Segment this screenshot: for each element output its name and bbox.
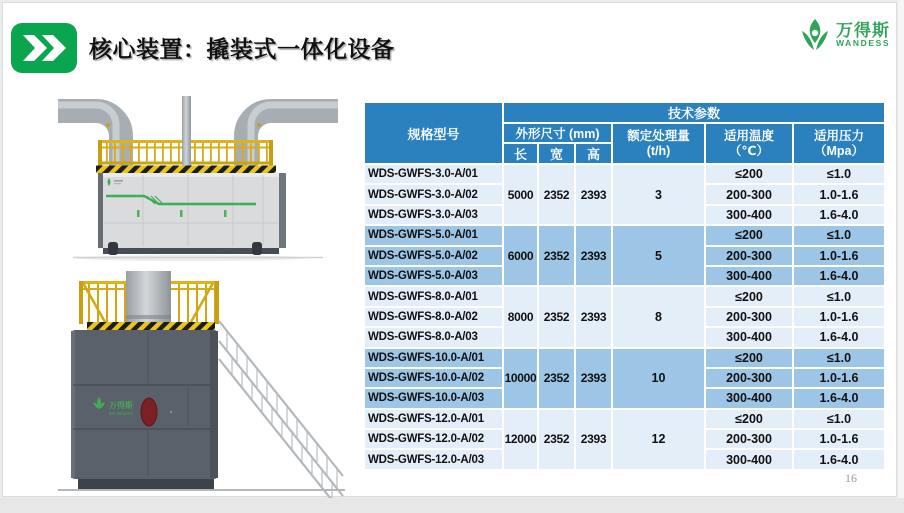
temp-cell: 200-300 xyxy=(705,429,793,449)
pressure-cell: 1.6-4.0 xyxy=(793,449,885,469)
header-temp-line2: （℃） xyxy=(728,143,770,158)
header-temp-line1: 适用温度 xyxy=(723,129,774,144)
capacity-cell: 8 xyxy=(612,286,705,347)
brand-name-cn: 万得斯 xyxy=(836,20,890,40)
pressure-cell: 1.6-4.0 xyxy=(793,388,885,408)
temp-cell: 200-300 xyxy=(705,307,793,327)
header-model: 规格型号 xyxy=(364,102,503,164)
width-cell: 2352 xyxy=(538,164,575,225)
capacity-cell: 10 xyxy=(612,348,705,409)
pressure-cell: 1.0-1.6 xyxy=(793,184,885,204)
header-temperature xyxy=(705,123,793,164)
page-title: 核心装置：撬装式一体化设备 xyxy=(89,36,395,62)
length-cell: 12000 xyxy=(503,409,538,470)
temp-cell: 200-300 xyxy=(705,184,793,204)
pressure-cell: 1.6-4.0 xyxy=(793,327,885,347)
temp-cell: 200-300 xyxy=(705,368,793,388)
brand-name-en: WANDESS xyxy=(836,38,891,49)
temp-cell: ≤200 xyxy=(705,164,793,184)
height-cell: 2393 xyxy=(575,225,612,286)
model-cell: WDS-GWFS-12.0-A/03 xyxy=(364,449,503,469)
table-row xyxy=(364,164,885,184)
header-pressure-line2: （Mpa） xyxy=(814,143,865,158)
model-cell: WDS-GWFS-8.0-A/02 xyxy=(364,307,503,327)
header-capacity-line2: (t/h) xyxy=(646,143,671,158)
capacity-cell: 12 xyxy=(612,409,705,470)
header-pressure xyxy=(793,123,885,164)
header-length: 长 xyxy=(503,143,538,164)
pressure-cell: 1.0-1.6 xyxy=(793,246,885,266)
model-cell: WDS-GWFS-5.0-A/01 xyxy=(364,225,503,245)
length-cell: 6000 xyxy=(503,225,538,286)
header-height: 高 xyxy=(575,143,612,164)
pressure-cell: 1.6-4.0 xyxy=(793,266,885,286)
length-cell: 5000 xyxy=(503,164,538,225)
capacity-cell: 3 xyxy=(612,164,705,225)
slide-right-margin xyxy=(898,0,904,498)
pressure-cell: 1.0-1.6 xyxy=(793,307,885,327)
model-cell: WDS-GWFS-5.0-A/03 xyxy=(364,266,503,286)
cabinet-logo-en: WANDESS xyxy=(109,411,134,416)
header-capacity xyxy=(612,123,705,164)
pressure-cell: 1.6-4.0 xyxy=(793,205,885,225)
model-cell: WDS-GWFS-8.0-A/01 xyxy=(364,286,503,306)
model-cell: WDS-GWFS-3.0-A/01 xyxy=(364,164,503,184)
equipment-side-view-image xyxy=(43,271,348,501)
page-number: 16 xyxy=(845,471,857,485)
header-pressure-line1: 适用压力 xyxy=(814,129,865,144)
header-tech-params: 技术参数 xyxy=(503,102,885,123)
temp-cell: ≤200 xyxy=(705,286,793,306)
table-row xyxy=(364,286,885,306)
width-cell: 2352 xyxy=(538,409,575,470)
temp-cell: ≤200 xyxy=(705,409,793,429)
model-cell: WDS-GWFS-12.0-A/02 xyxy=(364,429,503,449)
equipment-front-view-image xyxy=(58,96,338,271)
height-cell: 2393 xyxy=(575,164,612,225)
pressure-cell: ≤1.0 xyxy=(793,348,885,368)
table-row xyxy=(364,409,885,429)
temp-cell: 300-400 xyxy=(705,449,793,469)
table-row xyxy=(364,225,885,245)
temp-cell: 300-400 xyxy=(705,388,793,408)
temp-cell: 300-400 xyxy=(705,266,793,286)
temp-cell: 200-300 xyxy=(705,246,793,266)
model-cell: WDS-GWFS-10.0-A/03 xyxy=(364,388,503,408)
width-cell: 2352 xyxy=(538,348,575,409)
model-cell: WDS-GWFS-5.0-A/02 xyxy=(364,246,503,266)
temp-cell: ≤200 xyxy=(705,225,793,245)
temp-cell: 300-400 xyxy=(705,205,793,225)
pressure-cell: 1.0-1.6 xyxy=(793,429,885,449)
model-cell: WDS-GWFS-3.0-A/02 xyxy=(364,184,503,204)
header-dims: 外形尺寸 (mm) xyxy=(503,123,612,143)
header-capacity-line1: 额定处理量 xyxy=(627,129,690,144)
leaf-logo-icon xyxy=(799,17,831,53)
model-cell: WDS-GWFS-12.0-A/01 xyxy=(364,409,503,429)
model-cell: WDS-GWFS-10.0-A/01 xyxy=(364,348,503,368)
pressure-cell: ≤1.0 xyxy=(793,286,885,306)
width-cell: 2352 xyxy=(538,286,575,347)
temp-cell: 300-400 xyxy=(705,327,793,347)
slide-bottom-margin xyxy=(0,498,904,513)
height-cell: 2393 xyxy=(575,286,612,347)
chevrons-icon xyxy=(11,23,77,73)
brand-logo xyxy=(799,17,890,53)
model-cell: WDS-GWFS-10.0-A/02 xyxy=(364,368,503,388)
pressure-cell: ≤1.0 xyxy=(793,409,885,429)
width-cell: 2352 xyxy=(538,225,575,286)
height-cell: 2393 xyxy=(575,348,612,409)
cabinet-logo-cn: 万得斯 xyxy=(109,401,133,410)
capacity-cell: 5 xyxy=(612,225,705,286)
pressure-cell: 1.0-1.6 xyxy=(793,368,885,388)
pressure-cell: ≤1.0 xyxy=(793,164,885,184)
length-cell: 8000 xyxy=(503,286,538,347)
header-width: 宽 xyxy=(538,143,575,164)
model-cell: WDS-GWFS-3.0-A/03 xyxy=(364,205,503,225)
length-cell: 10000 xyxy=(503,348,538,409)
slide xyxy=(2,2,897,497)
temp-cell: ≤200 xyxy=(705,348,793,368)
model-cell: WDS-GWFS-8.0-A/03 xyxy=(364,327,503,347)
height-cell: 2393 xyxy=(575,409,612,470)
table-row xyxy=(364,348,885,368)
pressure-cell: ≤1.0 xyxy=(793,225,885,245)
spec-table xyxy=(363,101,886,471)
